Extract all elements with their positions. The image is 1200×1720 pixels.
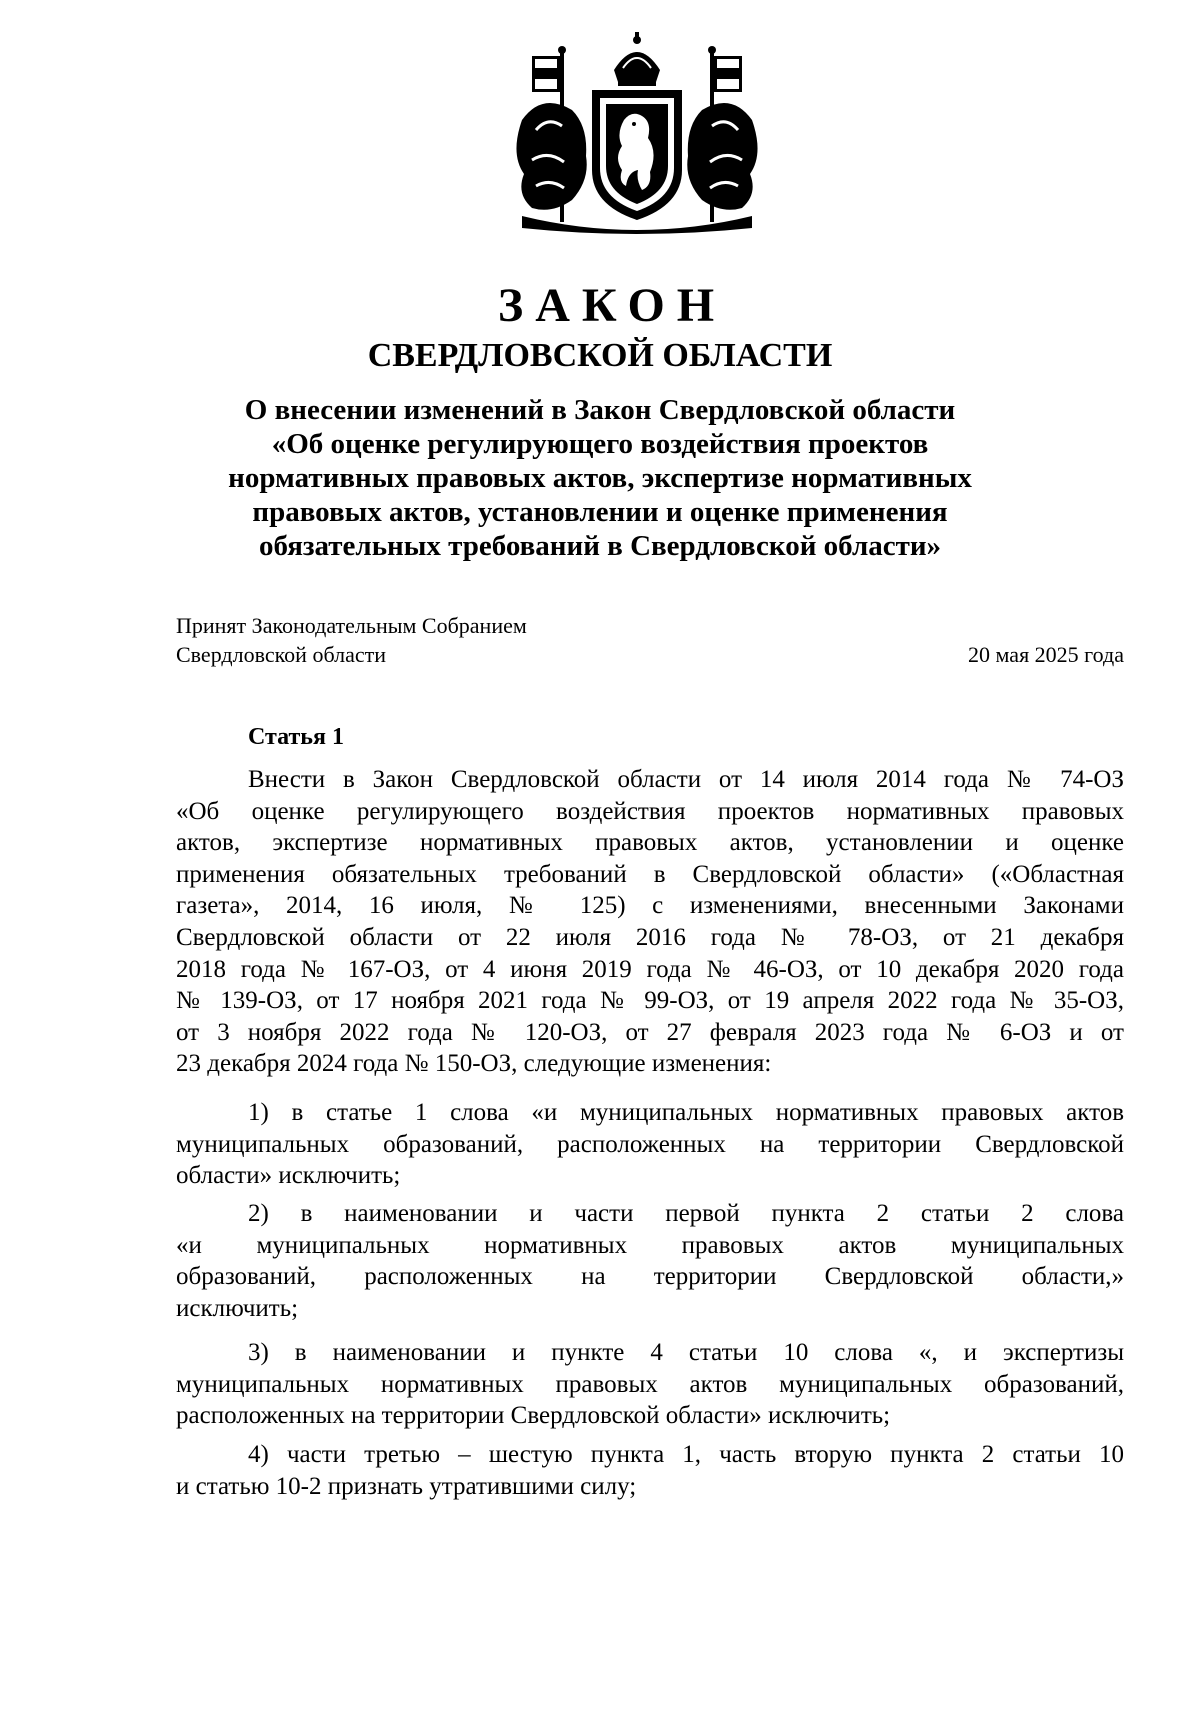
text-line: расположенных на территории Свердловской области» исключить; bbox=[176, 1402, 891, 1430]
text-line: «Об оценке регулирующего воздействия проектов нормативных правовых bbox=[176, 797, 1124, 825]
text-line: «и муниципальных нормативных правовых актов муниципальных bbox=[176, 1231, 1124, 1259]
amendment-item-3 bbox=[176, 1337, 1124, 1432]
text-line: 2018 года № 167-ОЗ, от 4 июня 2019 года № 46-ОЗ, от 10 декабря 2020 года bbox=[176, 955, 1124, 983]
article-title: Статья 1 bbox=[248, 724, 344, 750]
document-type-title: ЗАКОН bbox=[497, 279, 727, 332]
text-line: муниципальных образований, расположенных на территории Свердловской bbox=[176, 1130, 1124, 1158]
text-line: 4) части третью – шестую пункта 1, часть вторую пункта 2 статьи 10 bbox=[248, 1441, 1124, 1468]
law-name-line: «Об оценке регулирующего воздействия проектов bbox=[271, 428, 929, 460]
text-line: и статью 10-2 признать утратившими силу; bbox=[176, 1472, 637, 1500]
law-name-line: нормативных правовых актов, экспертизе нормативных bbox=[228, 462, 972, 494]
law-name bbox=[170, 393, 1030, 563]
crown-icon bbox=[614, 32, 660, 86]
law-name-line: О внесении изменений в Закон Свердловской области bbox=[244, 394, 956, 426]
adopted-by-line: Принят Законодательным Собранием bbox=[176, 613, 527, 638]
amendment-item-1 bbox=[176, 1097, 1124, 1192]
article-intro-paragraph bbox=[176, 764, 1124, 1080]
text-line: 23 декабря 2024 года № 150-ОЗ, следующие изменения: bbox=[176, 1050, 772, 1078]
text-line: Внести в Закон Свердловской области от 14 июля 2014 года № 74-ОЗ bbox=[248, 766, 1124, 793]
text-line: газета», 2014, 16 июля, № 125) с изменениями, внесенными Законами bbox=[176, 892, 1124, 920]
amendment-item-2 bbox=[176, 1198, 1124, 1324]
text-line: актов, экспертизе нормативных правовых актов, установлении и оценке bbox=[176, 829, 1124, 857]
text-line: образований, расположенных на территории Свердловской области,» bbox=[176, 1263, 1124, 1291]
text-line: области» исключить; bbox=[176, 1162, 401, 1190]
text-line: 1) в статье 1 слова «и муниципальных нормативных правовых актов bbox=[248, 1099, 1124, 1126]
amendment-item-4 bbox=[176, 1439, 1124, 1502]
law-name-line: правовых актов, установлении и оценке применения bbox=[252, 496, 948, 528]
adopted-by bbox=[176, 611, 527, 669]
text-line: муниципальных нормативных правовых актов муниципальных образований, bbox=[176, 1370, 1124, 1398]
text-line: от 3 ноября 2022 года № 120-ОЗ, от 27 февраля 2023 года № 6-ОЗ и от bbox=[176, 1018, 1124, 1046]
text-line: № 139-ОЗ, от 17 ноября 2021 года № 99-ОЗ, от 19 апреля 2022 года № 35-ОЗ, bbox=[176, 987, 1124, 1015]
text-line: 2) в наименовании и части первой пункта 2 статьи 2 слова bbox=[248, 1200, 1124, 1227]
adopted-by-line: Свердловской области bbox=[176, 642, 386, 667]
region-title: СВЕРДЛОВСКОЙ ОБЛАСТИ bbox=[367, 337, 833, 374]
left-griffin-icon bbox=[516, 103, 586, 210]
adoption-date: 20 мая 2025 года bbox=[968, 642, 1124, 667]
right-griffin-icon bbox=[687, 103, 757, 210]
text-line: применения обязательных требований в Свердловской области» («Областная bbox=[176, 860, 1124, 888]
text-line: Свердловской области от 22 июля 2016 года № 78-ОЗ, от 21 декабря bbox=[176, 923, 1124, 951]
text-line: исключить; bbox=[176, 1294, 299, 1322]
law-name-line: обязательных требований в Свердловской области» bbox=[258, 530, 942, 562]
text-line: 3) в наименовании и пункте 4 статьи 10 слова «, и экспертизы bbox=[248, 1339, 1124, 1366]
coat-of-arms-icon bbox=[502, 30, 772, 240]
shield-icon bbox=[592, 90, 682, 220]
